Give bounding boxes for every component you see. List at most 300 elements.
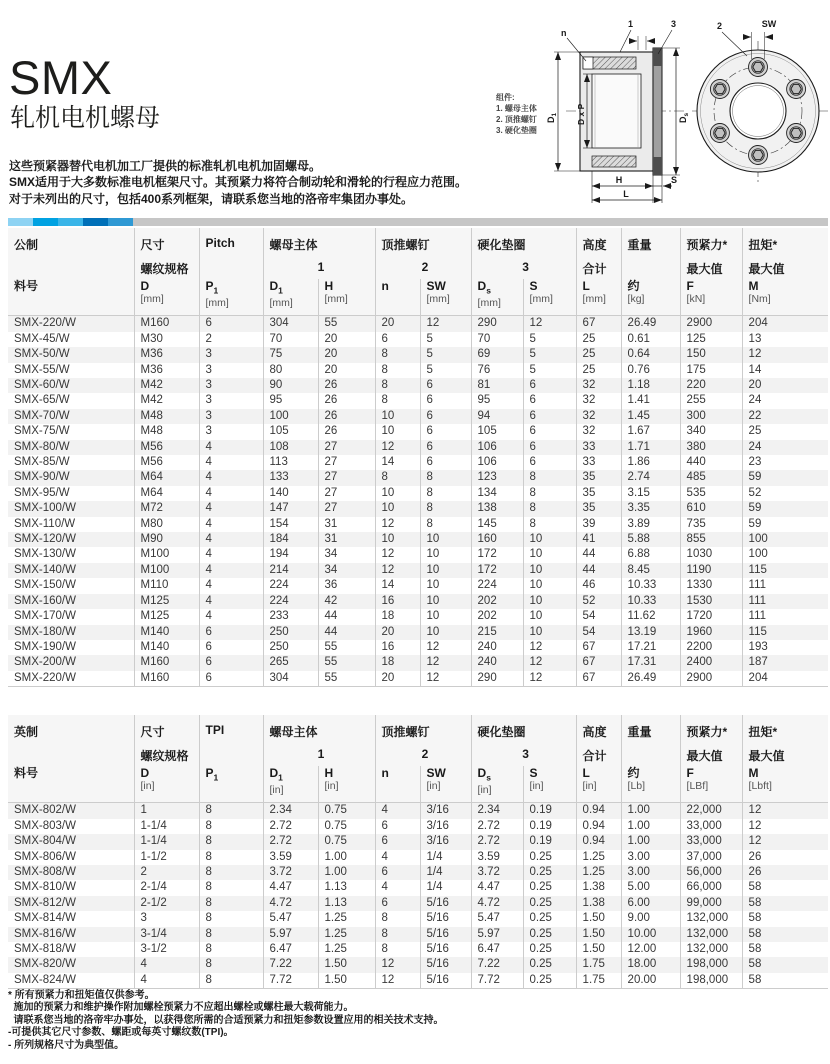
table-cell: 6 bbox=[199, 640, 263, 655]
table-cell: 290 bbox=[471, 671, 523, 687]
table-cell: 214 bbox=[263, 563, 318, 578]
table-cell: 2.74 bbox=[621, 470, 680, 485]
table-cell: 1.86 bbox=[621, 455, 680, 470]
imperial-table bbox=[8, 715, 828, 989]
table-cell: 80 bbox=[263, 363, 318, 378]
table-cell: 6 bbox=[523, 378, 576, 393]
table-row bbox=[8, 640, 828, 655]
table-cell: 172 bbox=[471, 547, 523, 562]
col-weight-approx: 约 [kg] bbox=[621, 279, 680, 316]
table-cell: 250 bbox=[263, 640, 318, 655]
table-row bbox=[8, 609, 828, 624]
table-cell: 76 bbox=[471, 363, 523, 378]
table-cell: 2900 bbox=[680, 316, 742, 332]
col-height: 高度 bbox=[576, 715, 621, 747]
table-cell: 31 bbox=[318, 517, 375, 532]
callout-n: n bbox=[561, 28, 567, 38]
table-cell: 8 bbox=[375, 911, 420, 926]
table-cell: 1.50 bbox=[576, 942, 621, 957]
col-f: F [LBf] bbox=[680, 766, 742, 803]
table-cell: 3.59 bbox=[263, 850, 318, 865]
table-cell: 202 bbox=[471, 594, 523, 609]
table-cell: 4 bbox=[199, 440, 263, 455]
table-cell: M125 bbox=[134, 594, 199, 609]
table-cell: 133 bbox=[263, 470, 318, 485]
table-cell: M64 bbox=[134, 470, 199, 485]
table-row bbox=[8, 911, 828, 926]
table-cell: 31 bbox=[318, 532, 375, 547]
table-cell: 0.76 bbox=[621, 363, 680, 378]
table-cell: 3-1/2 bbox=[134, 942, 199, 957]
footnote-line: 请联系您当地的洛帝牢办事处，以获得您所需的合适预紧力和扭矩参数设置应用的相关技术支持。 bbox=[8, 1014, 444, 1026]
col-h: H [in] bbox=[318, 766, 375, 803]
table-cell: 54 bbox=[576, 609, 621, 624]
table-cell: SMX-802/W bbox=[14, 804, 76, 817]
col-jack-screws: 顶推螺钉 bbox=[375, 228, 471, 260]
col-part-no: 料号 bbox=[8, 766, 134, 803]
footnote-line: - 所列规格尺寸为典型值。 bbox=[8, 1039, 125, 1051]
col-tpi: TPI bbox=[199, 715, 263, 747]
max-label: 最大值 bbox=[680, 747, 742, 766]
table-cell: 6 bbox=[199, 655, 263, 670]
table-cell: 3 bbox=[199, 409, 263, 424]
table-cell: 58 bbox=[742, 927, 828, 942]
table-cell: 27 bbox=[318, 501, 375, 516]
table-cell: 1.00 bbox=[621, 803, 680, 819]
table-cell: 8 bbox=[375, 347, 420, 362]
table-cell: M80 bbox=[134, 517, 199, 532]
table-cell: 0.25 bbox=[523, 942, 576, 957]
table-cell: 10 bbox=[523, 563, 576, 578]
table-cell: 1.75 bbox=[576, 973, 621, 989]
col-d1: $D_1$ [mm] bbox=[263, 279, 318, 316]
table-cell: 224 bbox=[471, 578, 523, 593]
table-cell: 6 bbox=[375, 834, 420, 849]
table-cell: 67 bbox=[576, 671, 621, 687]
table-cell: 58 bbox=[742, 880, 828, 895]
table-cell: 2200 bbox=[680, 640, 742, 655]
col-washer: 硬化垫圈 bbox=[471, 228, 576, 260]
col-pitch: Pitch bbox=[199, 228, 263, 260]
table-cell: 4 bbox=[375, 803, 420, 819]
col-system: 公制 bbox=[14, 238, 39, 252]
dim-label-d1: $D_1$ bbox=[546, 112, 558, 123]
table-cell: 1/4 bbox=[420, 880, 471, 895]
table-cell: M100 bbox=[134, 547, 199, 562]
table-cell: 8 bbox=[375, 393, 420, 408]
table-cell: 250 bbox=[263, 625, 318, 640]
table-cell: SMX-90/W bbox=[14, 471, 70, 484]
table-row bbox=[8, 393, 828, 408]
table-cell: 7.22 bbox=[263, 957, 318, 972]
table-cell: 4 bbox=[199, 455, 263, 470]
table-cell: 6.47 bbox=[263, 942, 318, 957]
table-cell: 1.50 bbox=[576, 911, 621, 926]
table-cell: 66,000 bbox=[680, 880, 742, 895]
group-number-2: 2 bbox=[375, 260, 471, 279]
col-ds: $D_s$ [mm] bbox=[471, 279, 523, 316]
table-cell: 12 bbox=[523, 640, 576, 655]
metric-table-body bbox=[8, 316, 828, 687]
table-cell: 111 bbox=[742, 594, 828, 609]
table-cell: 8 bbox=[420, 470, 471, 485]
bar-segment bbox=[58, 218, 83, 226]
table-cell: 14 bbox=[375, 578, 420, 593]
table-cell: 3/16 bbox=[420, 803, 471, 819]
table-cell: 6 bbox=[420, 455, 471, 470]
table-cell: 39 bbox=[576, 517, 621, 532]
table-cell: 27 bbox=[318, 486, 375, 501]
table-cell: M56 bbox=[134, 455, 199, 470]
table-row bbox=[8, 942, 828, 957]
table-cell: 215 bbox=[471, 625, 523, 640]
legend-item: 3. 硬化垫圈 bbox=[496, 126, 537, 135]
callout-3: 3 bbox=[671, 19, 677, 29]
table-cell: 59 bbox=[742, 470, 828, 485]
table-cell: 105 bbox=[471, 424, 523, 439]
table-cell: 0.64 bbox=[621, 347, 680, 362]
table-cell: SMX-220/W bbox=[8, 671, 134, 687]
table-cell: 1-1/2 bbox=[134, 850, 199, 865]
table-cell: 150 bbox=[680, 347, 742, 362]
table-cell: SMX-45/W bbox=[14, 332, 70, 345]
table-cell: 3 bbox=[199, 424, 263, 439]
table-cell: 6 bbox=[420, 440, 471, 455]
col-torque: 扭矩* bbox=[742, 228, 828, 260]
table-cell: 12 bbox=[420, 655, 471, 670]
table-cell: 0.61 bbox=[621, 332, 680, 347]
table-cell: 187 bbox=[742, 655, 828, 670]
table-cell: 1/4 bbox=[420, 850, 471, 865]
table-row bbox=[8, 594, 828, 609]
table-row bbox=[8, 957, 828, 972]
intro-line: SMX适用于大多数标准电机框架尺寸。其预紧力将符合制动轮和滑轮的行程应力范围。 bbox=[9, 175, 468, 190]
table-cell: 3 bbox=[199, 378, 263, 393]
dim-label-s: S bbox=[671, 175, 678, 185]
table-cell: 4 bbox=[199, 532, 263, 547]
table-cell: M140 bbox=[134, 640, 199, 655]
table-cell: 240 bbox=[471, 640, 523, 655]
table-cell: 32 bbox=[576, 378, 621, 393]
table-cell: 6 bbox=[420, 424, 471, 439]
table-cell: 58 bbox=[742, 957, 828, 972]
col-weight-approx: 约 [Lb] bbox=[621, 766, 680, 803]
table-cell: 10 bbox=[420, 578, 471, 593]
table-cell: 1.00 bbox=[621, 834, 680, 849]
table-cell: SMX-130/W bbox=[14, 548, 76, 561]
table-cell: 35 bbox=[576, 501, 621, 516]
table-cell: 100 bbox=[742, 547, 828, 562]
table-cell: 25 bbox=[576, 332, 621, 347]
table-cell: 2.72 bbox=[471, 819, 523, 834]
table-cell: 5.00 bbox=[621, 880, 680, 895]
table-cell: M125 bbox=[134, 609, 199, 624]
table-cell: 6.88 bbox=[621, 547, 680, 562]
table-cell: 27 bbox=[318, 455, 375, 470]
table-cell: 340 bbox=[680, 424, 742, 439]
table-cell: 10 bbox=[375, 424, 420, 439]
table-cell: 5/16 bbox=[420, 973, 471, 989]
table-cell: 8 bbox=[199, 896, 263, 911]
col-nut-body: 螺母主体 bbox=[263, 715, 375, 747]
table-cell: 4.47 bbox=[471, 880, 523, 895]
table-cell: 10 bbox=[375, 501, 420, 516]
table-cell: 20 bbox=[318, 347, 375, 362]
table-cell: 1.75 bbox=[576, 957, 621, 972]
table-cell: 4 bbox=[134, 957, 199, 972]
table-cell: 3/16 bbox=[420, 834, 471, 849]
table-cell: 0.25 bbox=[523, 880, 576, 895]
table-cell: 20 bbox=[375, 671, 420, 687]
table-cell: 7.72 bbox=[471, 973, 523, 989]
table-cell: 10 bbox=[420, 532, 471, 547]
table-cell: 111 bbox=[742, 609, 828, 624]
legend-title: 组件: bbox=[496, 93, 515, 102]
table-row bbox=[8, 671, 828, 687]
dim-label-ds: $D_s$ bbox=[678, 112, 690, 123]
table-cell: M42 bbox=[134, 393, 199, 408]
table-cell: 1.25 bbox=[576, 850, 621, 865]
table-cell: 27 bbox=[318, 470, 375, 485]
table-cell: 111 bbox=[742, 578, 828, 593]
table-row bbox=[8, 973, 828, 989]
dim-label-dxp: D x P bbox=[576, 103, 586, 125]
max-label: 最大值 bbox=[742, 260, 828, 279]
table-cell: 6 bbox=[420, 393, 471, 408]
table-cell: M42 bbox=[134, 378, 199, 393]
table-cell: 194 bbox=[263, 547, 318, 562]
bar-segment bbox=[8, 218, 33, 226]
table-row bbox=[8, 517, 828, 532]
table-cell: 10 bbox=[523, 594, 576, 609]
table-cell: SMX-810/W bbox=[14, 881, 76, 894]
table-cell: 198,000 bbox=[680, 957, 742, 972]
table-cell: 10 bbox=[523, 578, 576, 593]
table-cell: 8 bbox=[523, 517, 576, 532]
table-cell: 44 bbox=[318, 625, 375, 640]
table-cell: 5.97 bbox=[263, 927, 318, 942]
table-cell: 12 bbox=[375, 957, 420, 972]
col-torque: 扭矩* bbox=[742, 715, 828, 747]
table-cell: 7.22 bbox=[471, 957, 523, 972]
table-cell: 12 bbox=[742, 347, 828, 362]
table-cell: M160 bbox=[134, 671, 199, 687]
imperial-table-body bbox=[8, 803, 828, 989]
table-cell: 12 bbox=[420, 671, 471, 687]
bar-segment bbox=[133, 218, 828, 226]
table-row bbox=[8, 563, 828, 578]
table-cell: 94 bbox=[471, 409, 523, 424]
table-cell: 59 bbox=[742, 501, 828, 516]
table-cell: 1.38 bbox=[576, 896, 621, 911]
table-cell: 6 bbox=[523, 455, 576, 470]
col-l: L [in] bbox=[576, 766, 621, 803]
group-number-2: 2 bbox=[375, 747, 471, 766]
table-cell: 2400 bbox=[680, 655, 742, 670]
table-cell: 140 bbox=[263, 486, 318, 501]
table-cell: 2 bbox=[134, 865, 199, 880]
table-cell: 8 bbox=[199, 942, 263, 957]
jack-screw bbox=[710, 124, 729, 143]
table-cell: 46 bbox=[576, 578, 621, 593]
table-cell: 8 bbox=[375, 470, 420, 485]
table-cell: 6 bbox=[523, 440, 576, 455]
table-row bbox=[8, 865, 828, 880]
table-cell: 184 bbox=[263, 532, 318, 547]
table-cell: 10 bbox=[420, 563, 471, 578]
table-cell: 20 bbox=[742, 378, 828, 393]
legend-item: 1. 螺母主体 bbox=[496, 104, 537, 113]
col-preload: 预紧力* bbox=[680, 715, 742, 747]
table-cell: 202 bbox=[471, 609, 523, 624]
table-cell: 0.94 bbox=[576, 834, 621, 849]
table-cell: SMX-70/W bbox=[14, 409, 70, 422]
table-cell: SMX-160/W bbox=[14, 594, 76, 607]
table-row bbox=[8, 803, 828, 819]
table-cell: 0.19 bbox=[523, 834, 576, 849]
table-cell: M64 bbox=[134, 486, 199, 501]
table-cell: 1-1/4 bbox=[134, 834, 199, 849]
table-cell: M90 bbox=[134, 532, 199, 547]
table-cell: 0.19 bbox=[523, 803, 576, 819]
center-bore bbox=[730, 83, 786, 139]
table-cell: 193 bbox=[742, 640, 828, 655]
table-cell: SMX-120/W bbox=[14, 533, 76, 546]
table-row bbox=[8, 501, 828, 516]
col-washer: 硬化垫圈 bbox=[471, 715, 576, 747]
table-cell: 175 bbox=[680, 363, 742, 378]
col-l: L [mm] bbox=[576, 279, 621, 316]
table-cell: 8 bbox=[375, 363, 420, 378]
table-cell: 7.72 bbox=[263, 973, 318, 989]
table-cell: 99,000 bbox=[680, 896, 742, 911]
table-cell: 1 bbox=[134, 803, 199, 819]
table-cell: 2-1/2 bbox=[134, 896, 199, 911]
table-cell: 54 bbox=[576, 625, 621, 640]
table-row bbox=[8, 470, 828, 485]
table-cell: 2-1/4 bbox=[134, 880, 199, 895]
table-cell: SMX-200/W bbox=[14, 656, 76, 669]
section-view bbox=[546, 19, 690, 203]
page-title: SMX bbox=[9, 51, 113, 104]
table-cell: 138 bbox=[471, 501, 523, 516]
dim-label-h: H bbox=[615, 175, 623, 185]
col-s: S [in] bbox=[523, 766, 576, 803]
table-cell: 105 bbox=[263, 424, 318, 439]
bar-segment bbox=[83, 218, 108, 226]
table-cell: 35 bbox=[576, 486, 621, 501]
table-cell: 1.00 bbox=[318, 850, 375, 865]
table-cell: 33 bbox=[576, 455, 621, 470]
table-cell: 224 bbox=[263, 578, 318, 593]
table-cell: 95 bbox=[263, 393, 318, 408]
table-cell: 8 bbox=[199, 973, 263, 989]
table-cell: 4 bbox=[375, 880, 420, 895]
table-cell: 10 bbox=[420, 625, 471, 640]
table-cell: 255 bbox=[680, 393, 742, 408]
table-cell: 5 bbox=[420, 347, 471, 362]
table-cell: 6.00 bbox=[621, 896, 680, 911]
table-cell: M48 bbox=[134, 424, 199, 439]
table-cell: 106 bbox=[471, 455, 523, 470]
table-cell: 240 bbox=[471, 655, 523, 670]
table-cell: 1.71 bbox=[621, 440, 680, 455]
col-jack-screws: 顶推螺钉 bbox=[375, 715, 471, 747]
table-cell: 4 bbox=[199, 517, 263, 532]
group-number-1: 1 bbox=[263, 747, 375, 766]
table-cell: 17.31 bbox=[621, 655, 680, 670]
table-cell: 10 bbox=[375, 486, 420, 501]
table-cell: 100 bbox=[263, 409, 318, 424]
table-cell: 10.00 bbox=[621, 927, 680, 942]
table-cell: 6.47 bbox=[471, 942, 523, 957]
table-cell: 75 bbox=[263, 347, 318, 362]
table-cell: 32 bbox=[576, 409, 621, 424]
table-cell: 6 bbox=[199, 671, 263, 687]
table-cell: SMX-95/W bbox=[14, 486, 70, 499]
table-cell: 22,000 bbox=[680, 803, 742, 819]
table-cell: 32 bbox=[576, 424, 621, 439]
table-cell: 41 bbox=[576, 532, 621, 547]
callout-1: 1 bbox=[628, 19, 634, 29]
accent-gradient-bar bbox=[8, 218, 828, 226]
table-cell: 24 bbox=[742, 393, 828, 408]
table-cell: 1.25 bbox=[576, 865, 621, 880]
table-row bbox=[8, 440, 828, 455]
table-cell: 8 bbox=[199, 803, 263, 819]
table-cell: 14 bbox=[375, 455, 420, 470]
intro-paragraph bbox=[9, 158, 467, 207]
table-cell: 4.72 bbox=[263, 896, 318, 911]
table-cell: 115 bbox=[742, 625, 828, 640]
table-cell: 304 bbox=[263, 671, 318, 687]
table-cell: 17.21 bbox=[621, 640, 680, 655]
col-d1: $D_1$ [in] bbox=[263, 766, 318, 803]
table-cell: 26 bbox=[318, 409, 375, 424]
thread-spec-label: 螺纹规格 bbox=[134, 747, 199, 766]
footnote-line: -可提供其它尺寸参数、螺距或每英寸螺纹数(TPI)。 bbox=[8, 1027, 234, 1039]
table-cell: 33 bbox=[576, 440, 621, 455]
table-cell: 0.25 bbox=[523, 896, 576, 911]
table-cell: 6 bbox=[523, 424, 576, 439]
col-f: F [kN] bbox=[680, 279, 742, 316]
table-cell: 4 bbox=[199, 563, 263, 578]
bar-segment bbox=[108, 218, 133, 226]
table-cell: 106 bbox=[471, 440, 523, 455]
jack-screw bbox=[710, 80, 729, 99]
table-cell: 265 bbox=[263, 655, 318, 670]
table-cell: 26 bbox=[318, 424, 375, 439]
table-cell: M140 bbox=[134, 625, 199, 640]
table-cell: 8 bbox=[523, 486, 576, 501]
table-cell: 0.25 bbox=[523, 865, 576, 880]
table-cell: M160 bbox=[134, 655, 199, 670]
table-cell: 6 bbox=[523, 409, 576, 424]
table-cell: 2.72 bbox=[263, 834, 318, 849]
table-cell: 34 bbox=[318, 547, 375, 562]
table-cell: 8 bbox=[199, 834, 263, 849]
table-cell: 4 bbox=[199, 578, 263, 593]
table-cell: 56,000 bbox=[680, 865, 742, 880]
table-cell: SMX-814/W bbox=[14, 912, 76, 925]
table-cell: 1030 bbox=[680, 547, 742, 562]
table-cell: 12 bbox=[375, 517, 420, 532]
table-cell: 1.00 bbox=[621, 819, 680, 834]
table-row bbox=[8, 896, 828, 911]
table-cell: SMX-190/W bbox=[14, 640, 76, 653]
hardened-washer-section bbox=[653, 48, 662, 175]
table-cell: 1190 bbox=[680, 563, 742, 578]
